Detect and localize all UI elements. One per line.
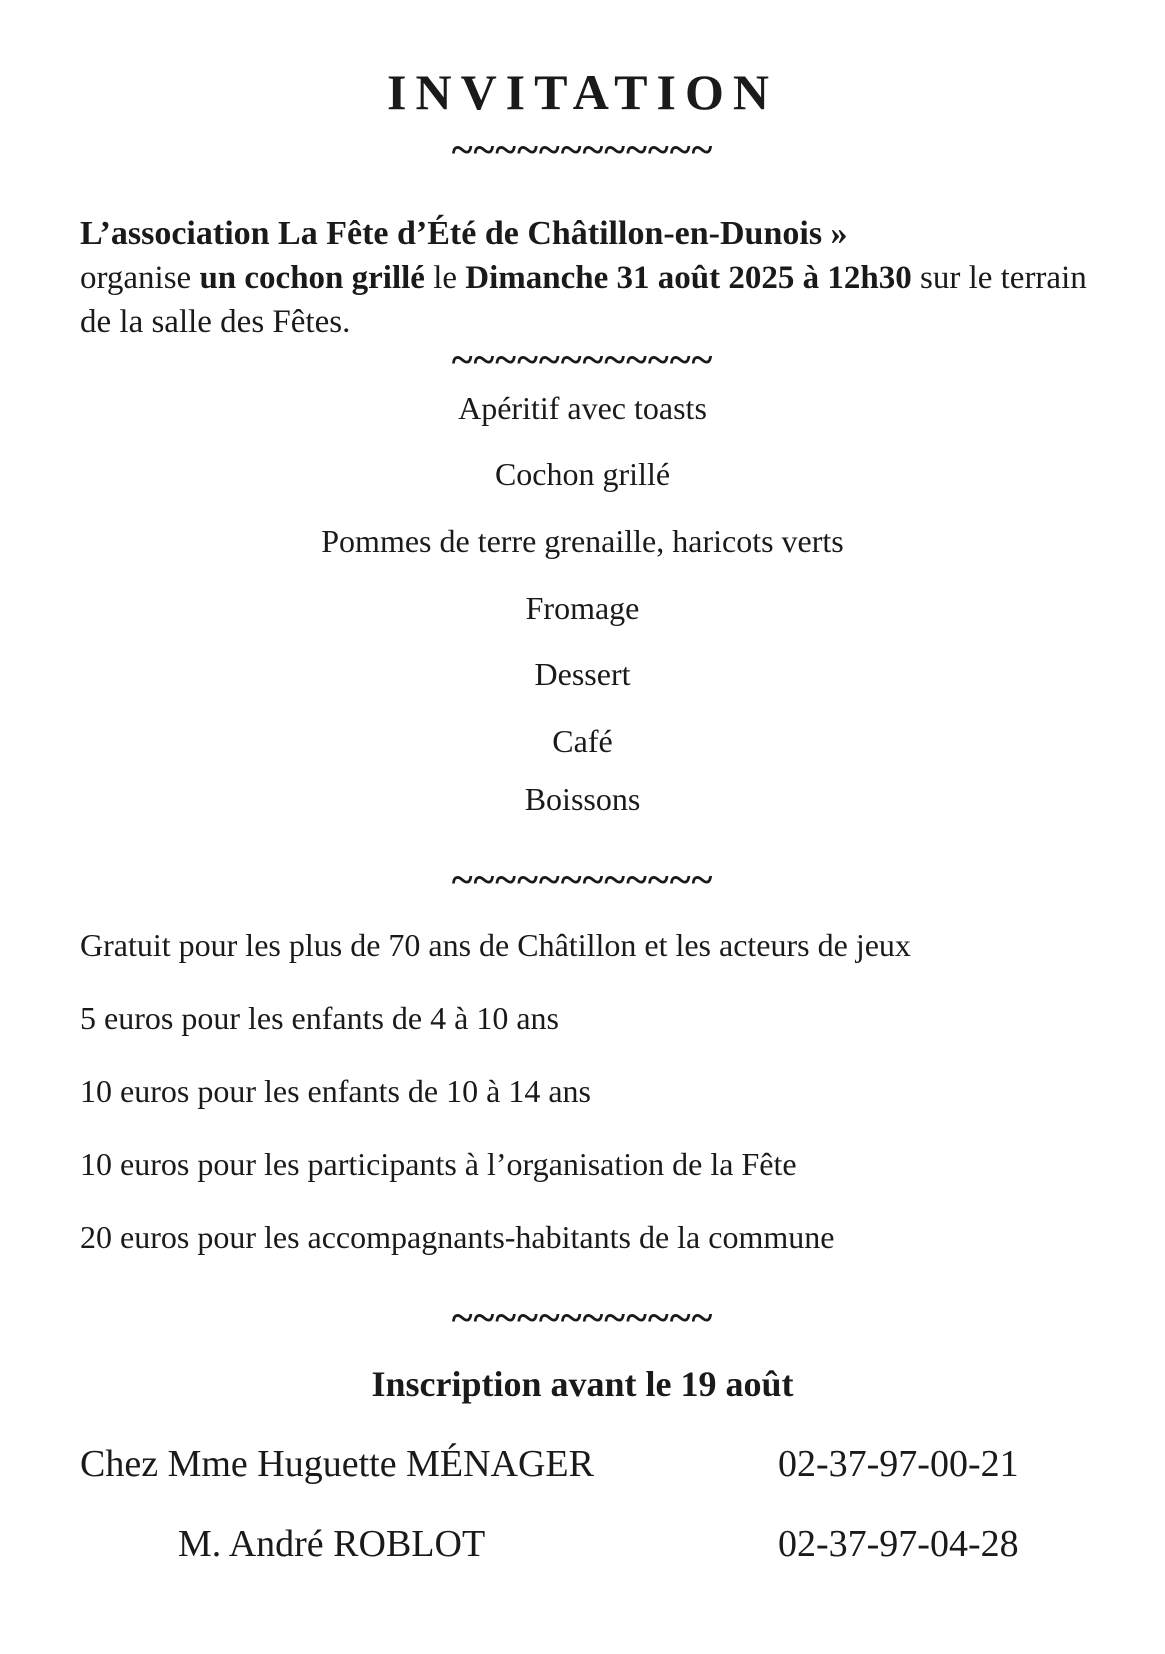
intro-text: le bbox=[424, 260, 466, 296]
page-title: INVITATION bbox=[387, 64, 778, 120]
intro-date: Dimanche 31 août 2025 à 12h30 bbox=[465, 260, 912, 296]
contact-name: Chez Mme Huguette MÉNAGER bbox=[80, 1443, 594, 1485]
contact-phone: 02-37-97-04-28 bbox=[778, 1523, 1019, 1565]
menu-item: Cochon grillé bbox=[494, 456, 671, 492]
divider-prices: ~~~~~~~~~~~~ bbox=[451, 857, 714, 902]
divider-registration: ~~~~~~~~~~~~ bbox=[451, 1295, 714, 1340]
registration-deadline: Inscription avant le 19 août bbox=[371, 1364, 794, 1404]
menu-item: Apéritif avec toasts bbox=[458, 390, 707, 426]
contact-name: M. André ROBLOT bbox=[178, 1523, 486, 1565]
menu-item: Boissons bbox=[524, 781, 641, 817]
intro-event: un cochon grillé bbox=[199, 260, 425, 296]
price-line: 20 euros pour les accompagnants-habitants de la commune bbox=[80, 1219, 835, 1255]
menu-item: Dessert bbox=[534, 656, 631, 692]
price-line: 10 euros pour les enfants de 10 à 14 ans bbox=[80, 1073, 591, 1109]
association-headline: L’association La Fête d’Été de Châtillon-en-Dunois » bbox=[80, 215, 848, 252]
price-line: 10 euros pour les participants à l’organisation de la Fête bbox=[80, 1146, 797, 1182]
intro-text: sur le terrain de la salle des Fêtes. bbox=[80, 260, 1087, 340]
intro-text: organise bbox=[80, 260, 200, 296]
divider-top: ~~~~~~~~~~~~ bbox=[451, 127, 714, 172]
contact-phone: 02-37-97-00-21 bbox=[778, 1443, 1019, 1485]
intro-paragraph bbox=[80, 212, 1090, 344]
menu-item: Pommes de terre grenaille, haricots verts bbox=[321, 523, 844, 559]
price-line: Gratuit pour les plus de 70 ans de Châtillon et les acteurs de jeux bbox=[80, 927, 911, 963]
price-line: 5 euros pour les enfants de 4 à 10 ans bbox=[80, 1000, 559, 1036]
menu-item: Fromage bbox=[525, 590, 640, 626]
menu-item: Café bbox=[552, 723, 613, 759]
divider-menu: ~~~~~~~~~~~~ bbox=[451, 337, 714, 382]
